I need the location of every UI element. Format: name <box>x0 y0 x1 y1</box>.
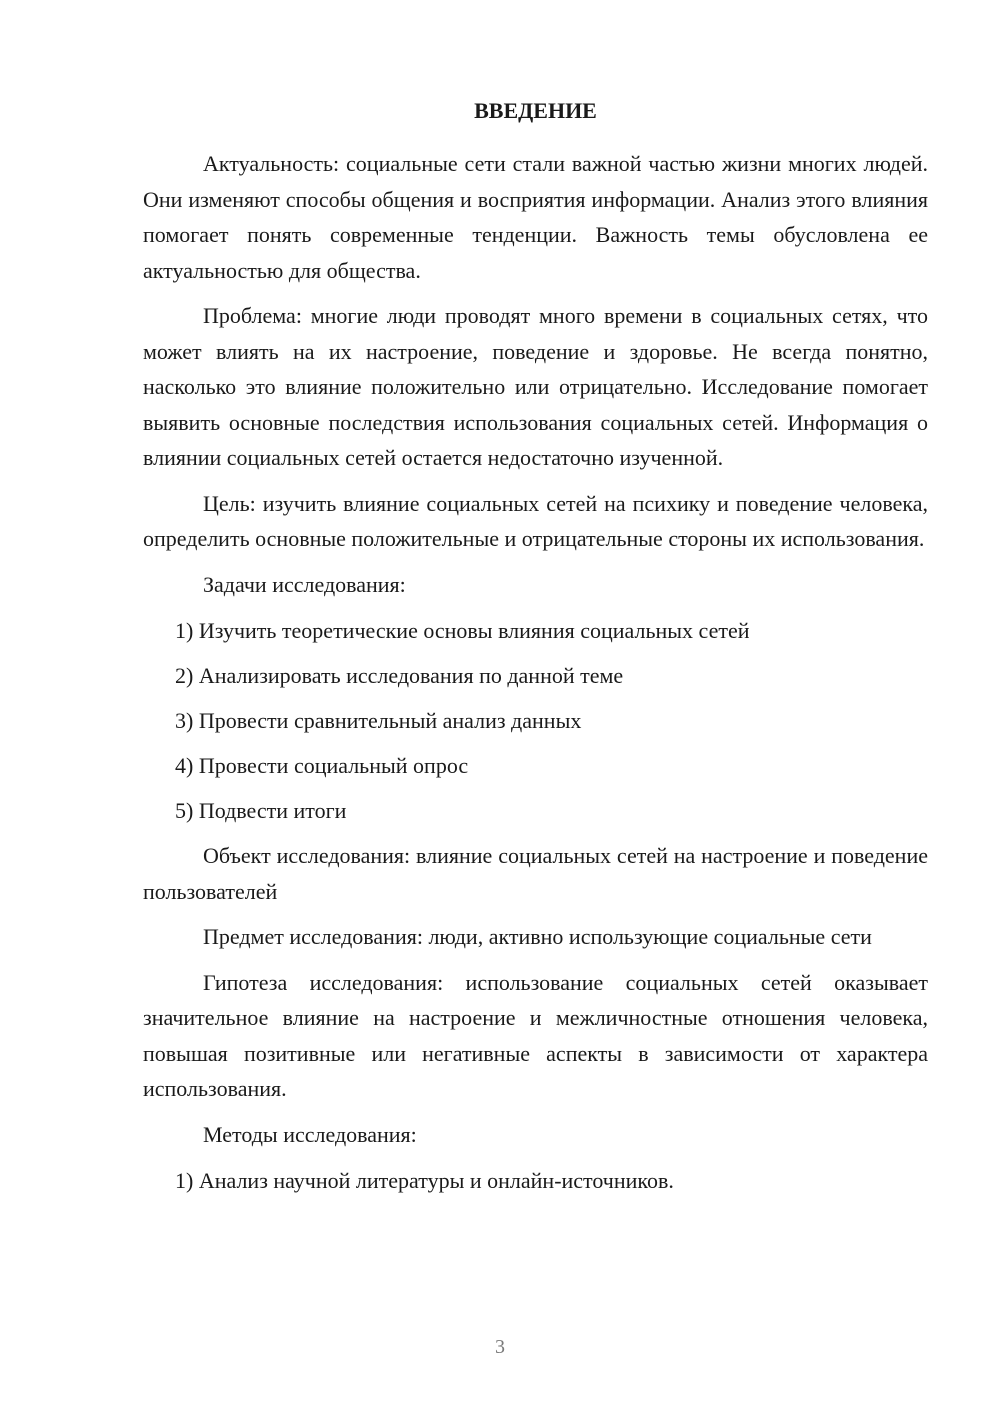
subject-paragraph: Предмет исследования: люди, активно использующие социальные сети <box>203 924 872 949</box>
page-number: 3 <box>495 1336 505 1358</box>
page-content <box>143 96 928 1196</box>
task-item: 2) Анализировать исследования по данной теме <box>175 663 624 688</box>
goal-paragraph: Цель: изучить влияние социальных сетей на психику и поведение человека, определить основные положительные и отрицательные стороны их использования. <box>143 490 928 551</box>
method-item: 1) Анализ научной литературы и онлайн-источников. <box>175 1168 674 1193</box>
hypothesis-paragraph: Гипотеза исследования: использование социальных сетей оказывает значительное влияние на настроение и межличностные отношения человека, повышая позитивные или негативные аспекты в зависимости от характера использования. <box>143 969 928 1101</box>
task-item: 5) Подвести итоги <box>175 798 347 823</box>
task-item: 3) Провести сравнительный анализ данных <box>175 708 582 733</box>
relevance-paragraph: Актуальность: социальные сети стали важной частью жизни многих людей. Они изменяют способы общения и восприятия информации. Анализ этого влияния помогает понять современные тенденции. Важность темы обусловлена ее актуальностью для общества. <box>143 151 928 283</box>
tasks-heading: Задачи исследования: <box>203 571 406 597</box>
object-paragraph: Объект исследования: влияние социальных сетей на настроение и поведение пользователей <box>143 843 928 904</box>
methods-heading: Методы исследования: <box>203 1121 417 1147</box>
problem-paragraph: Проблема: многие люди проводят много времени в социальных сетях, что может влиять на их настроение, поведение и здоровье. Не всегда понятно, насколько это влияние положительно или отрицательно. Исследование помогает выявить основные последствия использования социальных сетей. Информация о влиянии социальных сетей остается недостаточно изученной. <box>143 303 928 470</box>
task-item: 1) Изучить теоретические основы влияния социальных сетей <box>175 618 750 643</box>
page-title: ВВЕДЕНИЕ <box>474 98 597 123</box>
task-item: 4) Провести социальный опрос <box>175 753 469 778</box>
